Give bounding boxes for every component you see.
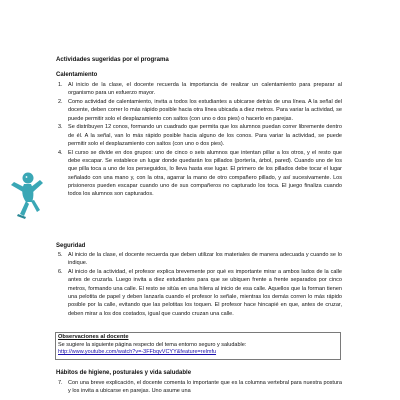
item-text: Se distribuyen 12 conos, formando un cuadrado que permita que los alumnos puedan correr libremente dentro de él. A la señal, van lo más rápido posible hacia alguno de los conos. Para variar la actividad, se puede permitir solo el desplazamiento con saltos (con uno o dos pies). — [68, 124, 342, 148]
observations-text: Se sugiere la siguiente página respecto del tema entorno seguro y saludable: — [58, 341, 247, 348]
list-item — [56, 149, 342, 199]
list-item — [56, 98, 342, 123]
habits-section-title: Hábitos de higiene, posturales y vida saludable — [56, 370, 192, 376]
activities-heading: Actividades sugeridas por el programa — [56, 56, 169, 63]
item-text: El curso se divide en dos grupos: uno de cinco o seis alumnos que intentan pillar a los otros, y el resto que debe escapar. Se establece un lugar donde quedarán los pillados (portería, árbol, pared). Cuando uno de los que pilla toca a uno de los perseguidos, lo lleva hasta ese lugar. El primero de los pillados debe tocar el lugar señalado con una mano y, con la otra, agarrar la mano de otro compañero pillado, y así sucesivamente. Los prisioneros pueden escapar cuando uno de sus compañeros no capturado los toca. El juego finaliza cuando todos los alumnos son capturados. — [68, 149, 342, 198]
item-number: 5. — [58, 252, 63, 258]
list-item — [56, 268, 342, 318]
list-item — [56, 81, 342, 98]
item-text: Con una breve explicación, el docente comenta lo importante que es la columna vertebral para nuestra postura y los invita a ubicarse en parejas. Uno asume una — [68, 380, 342, 395]
item-number: 1. — [58, 82, 63, 88]
teacher-observations-box — [55, 332, 341, 360]
safety-section-title: Seguridad — [56, 243, 86, 249]
item-text: Al inicio de la clase, el docente recuerda que deben utilizar los materiales de manera adecuada y cuando se lo indique. — [68, 252, 342, 267]
item-text: Como actividad de calentamiento, invita a todos los estudiantes a ubicarse detrás de una línea. A la señal del docente, deben correr lo más rápido posible hacia otra línea ubicada a diez metros. Para variar la actividad, se puede permitir solo el desplazamiento con saltos (con uno o dos pies) o hacerlo en parejas. — [68, 99, 342, 122]
habits-list — [56, 379, 342, 396]
child-illustration-icon — [6, 170, 46, 222]
item-text: Al inicio de la actividad, el profesor explica brevemente por qué es importante mirar a ambos lados de la calle antes de cruzarla. Luego invita a diez estudiantes para que se ubiquen frente a frente separados por cinco metros, formando una calle. El resto se sitúa en una hilera al inicio de esa calle. Aquellos que la forman tienen una pelotita de papel y deben lanzarla cuando el profesor lo señale, mientras los demás corren lo más rápido posible por la calle, evitando que las pelotitas los toquen. El profesor hace hincapié en que, antes de cruzar, deben mirar a los dos costados, igual que cuando cruzan una calle. — [68, 269, 342, 317]
youtube-link[interactable]: http://www.youtube.com/watch?v=-3FFbqvVCYY&feature=relmfu — [58, 348, 217, 355]
observations-title: Observaciones al docente — [58, 334, 129, 340]
item-number: 6. — [58, 269, 63, 276]
list-item — [56, 123, 342, 148]
list-item — [56, 251, 342, 268]
item-number: 4. — [58, 149, 63, 156]
item-number: 7. — [58, 380, 63, 386]
warmup-section-title: Calentamiento — [56, 72, 98, 78]
item-number: 2. — [58, 99, 63, 106]
list-item — [56, 379, 342, 396]
safety-list — [56, 251, 342, 318]
item-text: Al inicio de la clase, el docente recuerda la importancia de realizar un calentamiento para preparar al organismo para un esfuerzo mayor. — [68, 82, 342, 97]
warmup-list — [56, 81, 342, 199]
item-number: 3. — [58, 124, 63, 131]
